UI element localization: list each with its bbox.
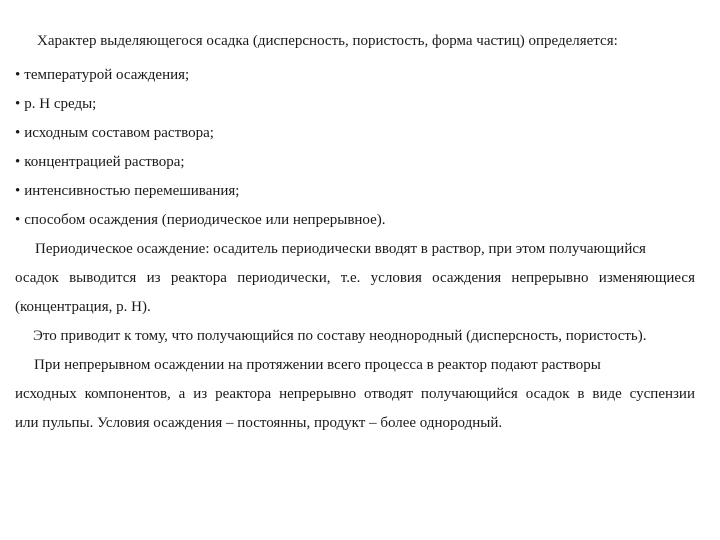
continuous-paragraph-line: или пульпы. Условия осаждения – постоянны, продукт – более однородный.	[15, 415, 503, 431]
list-item-text: исходным составом раствора;	[24, 125, 214, 141]
list-item-text: температурой осаждения;	[24, 67, 190, 83]
continuous-paragraph-line: При непрерывном осаждении на протяжении всего процесса в реактор подают растворы	[34, 357, 601, 373]
list-item-text: способом осаждения (периодическое или непрерывное).	[24, 212, 386, 228]
periodic-paragraph-line: осадок выводится из реактора периодически, т.е. условия осаждения непрерывно изменяющиеся	[15, 270, 695, 286]
intro-text: Характер выделяющегося осадка (дисперсность, пористость, форма частиц) определяется:	[37, 33, 618, 49]
list-item	[15, 66, 189, 84]
list-item-text: концентрацией раствора;	[24, 154, 185, 170]
list-item-text: р. Н среды;	[24, 96, 97, 112]
continuous-paragraph-line: исходных компонентов, а из реактора непрерывно отводят получающийся осадок в виде суспензии	[15, 386, 695, 402]
bullet-icon: •	[15, 154, 21, 170]
bullet-icon: •	[15, 96, 21, 112]
list-item-text: интенсивностью перемешивания;	[24, 183, 240, 199]
periodic-paragraph-line: (концентрация, р. Н).	[15, 299, 151, 315]
bullet-icon: •	[15, 183, 21, 199]
bullet-icon: •	[15, 212, 21, 228]
bullet-icon: •	[15, 67, 21, 83]
list-item	[15, 211, 386, 229]
list-item	[15, 182, 239, 200]
periodic-paragraph-line: Периодическое осаждение: осадитель периодически вводят в раствор, при этом получающийся	[35, 241, 646, 257]
list-item	[15, 95, 96, 113]
list-item	[15, 153, 185, 171]
bullet-icon: •	[15, 125, 21, 141]
consequence-paragraph: Это приводит к тому, что получающийся по составу неоднородный (дисперсность, пористость).	[33, 328, 647, 344]
list-item	[15, 124, 214, 142]
